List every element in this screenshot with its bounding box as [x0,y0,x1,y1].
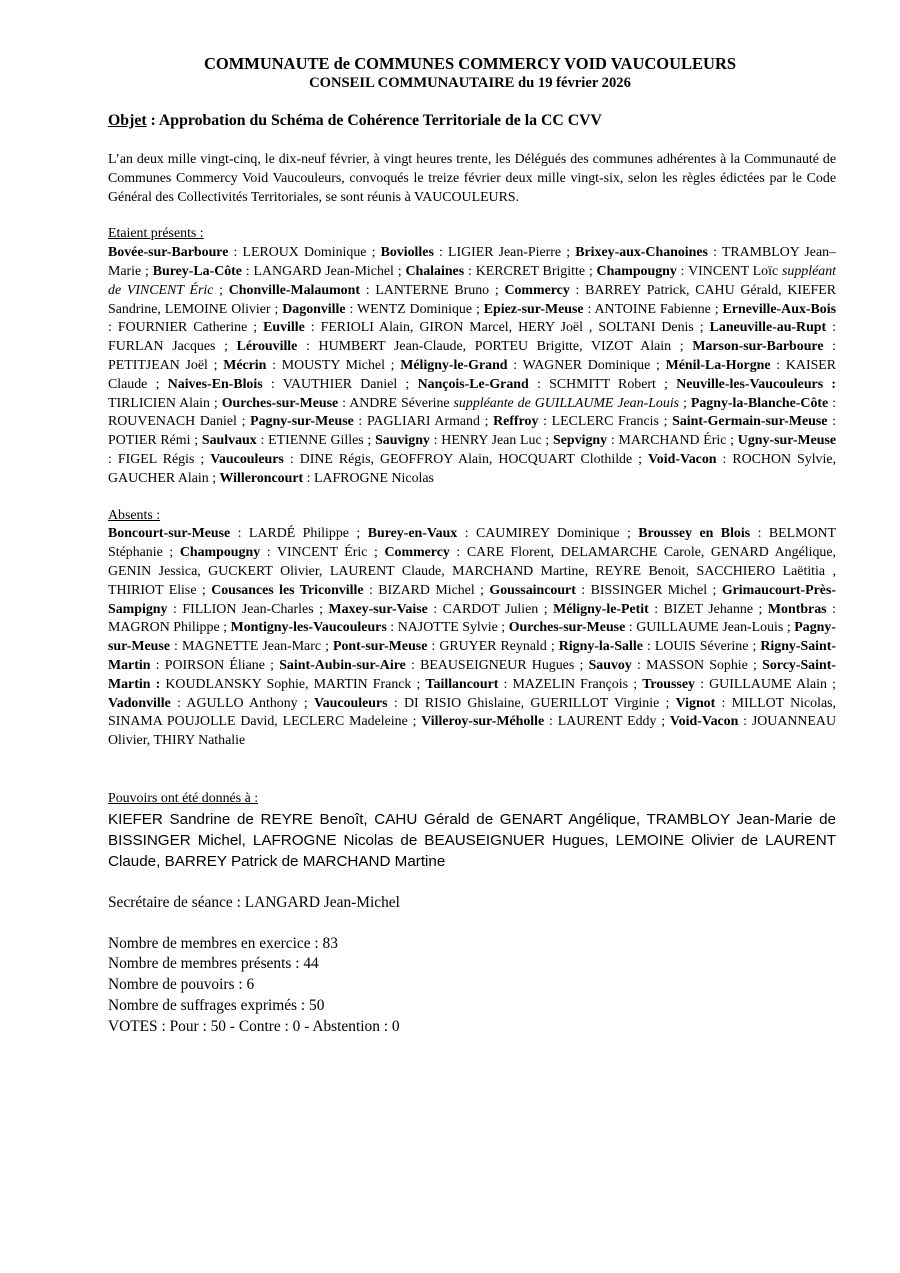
member-entry [222,396,679,411]
counts-block [108,934,836,1038]
entry-separator: : [167,601,183,617]
count-pouvoirs: Nombre de pouvoirs : 6 [108,976,255,994]
entry-separator: : [427,601,443,617]
member-entry [553,602,753,617]
commune-name: Méligny-le-Petit [553,601,649,617]
member-names: VINCENT Éric [276,545,368,561]
member-names: KERCRET Brigitte [475,263,585,279]
member-names: HENRY Jean Luc [441,433,542,449]
member-names: LEROUX Dominique [242,245,367,261]
entry-separator: : [108,451,118,467]
member-entry [202,433,364,448]
member-names: FERIOLI Alain, GIRON Marcel, HERY Joël , SOLTANI Denis [320,320,694,336]
entry-separator: : [429,433,442,449]
commune-name: Commercy [504,282,570,298]
entry-separator: : [528,376,550,392]
commune-name: Bovée-sur-Barboure [108,245,229,261]
member-names: ANDRE Séverine [349,395,450,411]
member-names: CAUMIREY Dominique [476,526,620,542]
entry-separator: : [828,395,837,411]
commune-name: Sorcy-Saint-Martin : [108,657,836,692]
member-names: BIZARD Michel [378,582,475,598]
entry-separator: : [575,582,591,598]
commune-name: Villeroy-sur-Méholle [421,714,545,730]
commune-name: Boviolles [380,245,434,261]
member-entry [329,602,539,617]
member-names: CARE Florent, DELAMARCHE Carole, GENARD Angélique, GENIN Jessica, GUCKERT Olivier, LAURENT Claude, MARCHAND Martine, REYRE Benoit, SACCHIERO Laëtitia , THIRIOT Elise [108,545,836,598]
commune-name: Naives-En-Blois [167,376,263,392]
entry-separator: : [230,526,249,542]
commune-name: Saint-Germain-sur-Meuse [672,414,828,430]
member-names: GUILLAUME Jean-Louis [636,620,784,636]
entry-separator: : [738,714,752,730]
commune-name: Lérouville [236,339,298,355]
title-line-1: COMMUNAUTE de COMMUNES COMMERCY VOID VAUCOULEURS [203,54,737,73]
member-names: MASSON Sophie [646,657,748,673]
commune-name: Vaucouleurs [313,695,388,711]
member-names: VINCENT Loïc [688,263,779,279]
commune-name: Sauvigny [375,433,430,449]
entry-separator: : [170,695,187,711]
entry-separator: : [694,676,710,692]
member-names: LOUIS Séverine [654,639,749,655]
member-entry [553,433,726,448]
member-entry [493,414,659,429]
entry-separator: : [583,301,595,317]
member-entry [231,620,498,635]
member-entry [559,639,749,654]
commune-name: Pont-sur-Meuse [332,639,428,655]
commune-name: Grimaucourt-Près-Sampigny [108,582,836,617]
member-names: MAGNETTE Jean-Marc [181,639,322,655]
member-entry [375,433,542,448]
member-entry [263,320,694,335]
entry-separator: : [363,582,379,598]
entry-separator: : [228,245,243,261]
entry-separator: : [826,320,836,336]
entry-separator: : [569,282,586,298]
member-entry [223,358,385,373]
entry-separator: : [433,245,448,261]
member-names: WENTZ Dominique [357,301,473,317]
commune-name: Mécrin [223,357,267,373]
member-names: ROUVENACH Daniel [108,414,237,430]
commune-name: Rigny-la-Salle [558,639,643,655]
member-names: CARDOT Julien [442,601,539,617]
entry-separator: : [359,282,376,298]
member-names: LARDÉ Philippe [248,526,349,542]
entry-separator: : [676,263,689,279]
entry-separator: : [266,357,282,373]
entry-separator: : [464,263,476,279]
pouvoirs-heading: Pouvoirs ont été donnés à : [108,790,259,806]
commune-name: Euville [263,320,305,336]
entry-separator: : [538,414,552,430]
member-names: LANTERNE Bruno [375,282,490,298]
entry-separator: : [297,339,319,355]
member-names: KOUDLANSKY Sophie, MARTIN Franck [165,676,412,692]
member-names: BISSINGER Michel [590,582,708,598]
member-names: WAGNER Dominique [522,357,651,373]
member-names: GRUYER Reynald [439,639,547,655]
commune-name: Méligny-le-Grand [400,357,508,373]
commune-name: Brixey-aux-Chanoines [575,245,708,261]
entry-separator: : [823,339,837,355]
member-names: ETIENNE Gilles [268,433,364,449]
commune-name: Saulvaux [201,433,257,449]
commune-name: Sauvoy [588,657,632,673]
member-names: NAJOTTE Sylvie [397,620,498,636]
member-entry [509,620,784,635]
absents-list: Boncourt-sur-Meuse : LARDÉ Philippe ; Burey-en-Vaux : CAUMIREY Dominique ; Broussey en Blois : BELMONT Stéphanie ; Champougny : VINCENT Éric ; Commercy : CARE Florent, DELAMARCHE Carole, GENARD Angélique, GENIN Jessica, GUCKERT Olivier, LAURENT Claude, MARCHAND Martine, REYRE Benoit, SACCHIERO Laëtitia , THIRIOT Elise ; Cousances les Triconville : BIZARD Michel ; Goussaincourt : BISSINGER Michel ; Grimaucourt-Près-Sampigny : FILLION Jean-Charles ; Maxey-sur-Vaise : CARDOT Julien ; Méligny-le-Petit : BIZET Jehanne ; Montbras : MAGRON Philippe ; Montigny-les-Vaucouleurs : NAJOTTE Sylvie ; Ourches-sur-Meuse : GUILLAUME Jean-Louis ; Pagny-sur-Meuse : MAGNETTE Jean-Marc ; Pont-sur-Meuse : GRUYER Reynald ; Rigny-la-Salle : LOUIS Séverine ; Rigny-Saint-Martin : POIRSON Éliane ; Saint-Aubin-sur-Aire : BEAUSEIGNEUR Hugues ; Sauvoy : MASSON Sophie ; Sorcy-Saint-Martin : KOUDLANSKY Sophie, MARTIN Franck ; Taillancourt : MAZELIN François ; Troussey : GUILLAUME Alain ; Vadonville : AGULLO Anthony ; Vaucouleurs : DI RISIO Ghislaine, GUERILLOT Virginie ; Vignot : MILLOT Nicolas, SINAMA POUJOLLE David, LECLERC Madeleine ; Villeroy-sur-Méholle : LAURENT Eddy ; Void-Vacon : JOUANNEAU Olivier, THIRY Nathalie [108,526,837,749]
member-entry [405,264,585,279]
member-names: AGULLO Anthony [186,695,298,711]
entry-separator: : [241,263,254,279]
entry-separator: : [303,470,314,486]
commune-name: Chalaines [405,263,465,279]
substitute-note: suppléant de VINCENT Éric [108,263,837,298]
commune-name: Pagny-la-Blanche-Côte [690,395,829,411]
member-names: MAZELIN François [512,676,629,692]
pouvoirs-text: KIEFER Sandrine de REYRE Benoît, CAHU Gérald de GENART Angélique, TRAMBLOY Jean-Marie de BISSINGER Michel, LAFROGNE Nicolas de BEAUSEIGNUER Hugues, LEMOINE Olivier de LAURENT Claude, BARREY Patrick de MARCHAND Martine [108,810,836,870]
commune-name: Boncourt-sur-Meuse [108,526,231,542]
commune-name: Cousances les Triconville [211,582,364,598]
member-entry [279,658,574,673]
member-names: DI RISIO Ghislaine, GUERILLOT Virginie [403,695,660,711]
commune-name: Saint-Aubin-sur-Aire [279,657,406,673]
member-entry [368,526,620,541]
secretaire-line: Secrétaire de séance : LANGARD Jean-Michel [108,893,400,911]
entry-separator: : [405,657,421,673]
member-names: POIRSON Éliane [164,657,265,673]
member-names: BIZET Jehanne [663,601,754,617]
member-entry [108,526,349,541]
member-names: PAGLIARI Armand [366,414,480,430]
entry-separator: : [387,695,404,711]
commune-name: Willeroncourt [219,470,304,486]
member-names: BELMONT Stéphanie [108,526,837,561]
entry-separator: : [256,433,269,449]
member-names: FIGEL Régis [117,451,195,467]
commune-name: Ourches-sur-Meuse [221,395,339,411]
member-names: LANGARD Jean-Michel [253,263,394,279]
entry-separator: : [631,657,647,673]
member-entry [381,245,562,260]
member-entry [220,471,434,486]
member-entry [642,677,827,692]
member-names: VAUTHIER Daniel [282,376,398,392]
commune-name: Nançois-Le-Grand [417,376,529,392]
objet-line [108,111,836,131]
member-entry [211,583,475,598]
entry-separator: : [457,526,476,542]
member-names: LIGIER Jean-Pierre [447,245,562,261]
commune-name: Epiez-sur-Meuse [483,301,584,317]
member-names: LAFROGNE Nicolas [313,470,434,486]
commune-name: Taillancourt [425,676,499,692]
member-names: SCHMITT Robert [549,376,656,392]
entry-separator: : [707,245,722,261]
member-names: TIRLICIEN Alain [108,395,210,411]
commune-name: Champougny [179,545,261,561]
commune-name: Montigny-les-Vaucouleurs [230,620,387,636]
commune-name: Dagonville [282,301,346,317]
commune-name: Ugny-sur-Meuse [737,433,837,449]
entry-separator: : [338,395,350,411]
entry-separator: : [544,714,558,730]
title-line-2: CONSEIL COMMUNAUTAIRE du 19 février 2026 [309,75,631,91]
commune-name: Void-Vacon [669,714,739,730]
member-names: MILLOT Nicolas, SINAMA POUJOLLE David, LECLERC Madeleine [108,695,836,730]
member-entry [153,264,394,279]
member-names: MOUSTY Michel [281,357,385,373]
commune-name: Marson-sur-Barboure [692,339,824,355]
entry-separator: : [449,545,467,561]
member-entry [108,696,298,711]
entry-separator: : [625,620,637,636]
commune-name: Ourches-sur-Meuse [508,620,626,636]
entry-separator: : [750,526,769,542]
commune-name: Vignot [675,695,716,711]
member-names: LECLERC Francis [551,414,659,430]
member-entry [484,302,711,317]
commune-name: Maxey-sur-Vaise [328,601,428,617]
member-names: GUILLAUME Alain [709,676,827,692]
entry-separator: : [283,451,300,467]
entry-separator: : [169,639,182,655]
commune-name: Laneuville-au-Rupt [709,320,827,336]
commune-name: Champougny [596,263,677,279]
count-membres-presents: Nombre de membres présents : 44 [108,955,319,973]
commune-name: Pagny-sur-Meuse [108,620,836,655]
commune-name: Vadonville [108,695,171,711]
member-names: JOUANNEAU Olivier, THIRY Nathalie [108,714,836,749]
entry-separator: : [827,414,836,430]
member-names: FURLAN Jacques [108,339,216,355]
member-entry [589,658,748,673]
commune-name: Reffroy [493,414,539,430]
entry-separator: : [386,620,398,636]
substitute-note: suppléante de GUILLAUME Jean-Louis [453,395,680,411]
intro-paragraph: L’an deux mille vingt-cinq, le dix-neuf février, à vingt heures trente, les Délégués des communes adhérentes à la Communauté de Communes Commercy Void Vaucouleurs, convoqués le treize février deux mille vingt-six, selon les règles édictées par le Code Général des Collectivités Territoriales, se sont réunis à VAUCOULEURS. [108,152,836,205]
commune-name: Chonville-Malaumont [228,282,360,298]
absents-heading: Absents : [108,507,161,523]
member-names: TRAMBLOY Jean–Marie [108,245,837,279]
commune-name: Pagny-sur-Meuse [250,414,354,430]
entry-separator: : [642,639,655,655]
commune-name: Void-Vacon [648,451,717,467]
entry-separator: : [770,357,786,373]
entry-separator: : [304,320,321,336]
member-entry [418,377,656,392]
member-entry [421,714,656,729]
objet-label: Objet [108,112,147,129]
member-names: MAGRON Philippe [108,620,220,636]
entry-separator: : [260,545,277,561]
commune-name: Montbras [767,601,827,617]
member-entry [314,696,659,711]
commune-name: Sepvigny [553,433,608,449]
commune-name: Burey-La-Côte [152,263,242,279]
member-names: BEAUSEIGNEUR Hugues [420,657,575,673]
member-entry [282,302,472,317]
member-names: FILLION Jean-Charles [182,601,314,617]
presents-list: Bovée-sur-Barboure : LEROUX Dominique ; Boviolles : LIGIER Jean-Pierre ; Brixey-aux-Chanoines : TRAMBLOY Jean–Marie ; Burey-La-Côte : LANGARD Jean-Michel ; Chalaines : KERCRET Brigitte ; Champougny : VINCENT Loïc suppléant de VINCENT Éric ; Chonville-Malaumont : LANTERNE Bruno ; Commercy : BARREY Patrick, CAHU Gérald, KIEFER Sandrine, LEMOINE Olivier ; Dagonville : WENTZ Dominique ; Epiez-sur-Meuse : ANTOINE Fabienne ; Erneville-Aux-Bois : FOURNIER Catherine ; Euville : FERIOLI Alain, GIRON Marcel, HERY Joël , SOLTANI Denis ; Laneuville-au-Rupt : FURLAN Jacques ; Lérouville : HUMBERT Jean-Claude, PORTEU Brigitte, VIZOT Alain ; Marson-sur-Barboure : PETITJEAN Joël ; Mécrin : MOUSTY Michel ; Méligny-le-Grand : WAGNER Dominique ; Ménil-La-Horgne : KAISER Claude ; Naives-En-Blois : VAUTHIER Daniel ; Nançois-Le-Grand : SCHMITT Robert ; Neuville-les-Vaucouleurs : TIRLICIEN Alain ; Ourches-sur-Meuse : ANDRE Séverine suppléante de GUILLAUME Jean-Louis ; Pagny-la-Blanche-Côte : ROUVENACH Daniel ; Pagny-sur-Meuse : PAGLIARI Armand ; Reffroy : LECLERC Francis ; Saint-Germain-sur-Meuse : POTIER Rémi ; Saulvaux : ETIENNE Gilles ; Sauvigny : HENRY Jean Luc ; Sepvigny : MARCHAND Éric ; Ugny-sur-Meuse : FIGEL Régis ; Vaucouleurs : DINE Régis, GEOFFROY Alain, HOCQUART Clothilde ; Void-Vacon : ROCHON Sylvie, GAUCHER Alain ; Willeroncourt : LAFROGNE Nicolas [108,245,837,486]
member-entry [108,245,366,260]
member-names: LAURENT Eddy [557,714,657,730]
member-names: FOURNIER Catherine [117,320,248,336]
commune-name: Burey-en-Vaux [367,526,458,542]
member-names: BARREY Patrick, CAHU Gérald, KIEFER Sandrine, LEMOINE Olivier [108,282,836,317]
entry-separator: : [716,451,733,467]
commune-name: Erneville-Aux-Bois [722,301,836,317]
entry-separator: : [607,433,619,449]
member-entry [229,283,489,298]
commune-name: Broussey en Blois [638,526,751,542]
member-entry [180,545,368,560]
commune-name: Vaucouleurs [210,451,284,467]
member-entry [333,639,547,654]
member-entry [250,414,480,429]
count-membres-exercice: Nombre de membres en exercice : 83 [108,934,338,952]
entry-separator: : [507,357,523,373]
votes-line: VOTES : Pour : 50 - Contre : 0 - Abstention : 0 [108,1017,400,1035]
commune-name: Goussaincourt [489,582,576,598]
member-entry [489,583,707,598]
commune-name: Ménil-La-Horgne [665,357,771,373]
entry-separator: : [498,676,513,692]
entry-separator: : [262,376,283,392]
entry-separator: : [715,695,732,711]
member-names: POTIER Rémi [108,433,191,449]
member-entry [237,339,672,354]
entry-separator: : [353,414,367,430]
commune-name: Commercy [384,545,450,561]
member-names: MARCHAND Éric [618,433,727,449]
member-names: ROCHON Sylvie, GAUCHER Alain [108,451,837,486]
member-names: HUMBERT Jean-Claude, PORTEU Brigitte, VIZOT Alain [318,339,672,355]
member-names: KAISER Claude [108,357,837,392]
entry-separator: : [826,601,836,617]
member-entry [168,377,398,392]
count-suffrages: Nombre de suffrages exprimés : 50 [108,996,325,1014]
entry-separator: : [427,639,440,655]
document-title [104,54,836,92]
member-entry [426,677,628,692]
entry-separator: : [108,320,118,336]
member-entry [210,452,632,467]
commune-name: Neuville-les-Vaucouleurs : [676,376,836,392]
objet-text: : Approbation du Schéma de Cohérence Territoriale de la CC CVV [146,112,602,129]
member-names: ANTOINE Fabienne [594,301,711,317]
member-names: PETITJEAN Joël [108,357,208,373]
entry-separator: : [150,657,165,673]
entry-separator: : [345,301,358,317]
entry-separator: : [648,601,664,617]
presents-heading: Etaient présents : [108,226,204,242]
commune-name: Rigny-Saint-Martin [108,639,837,673]
member-names: DINE Régis, GEOFFROY Alain, HOCQUART Clothilde [299,451,633,467]
commune-name: Troussey [642,676,695,692]
member-entry [400,358,650,373]
